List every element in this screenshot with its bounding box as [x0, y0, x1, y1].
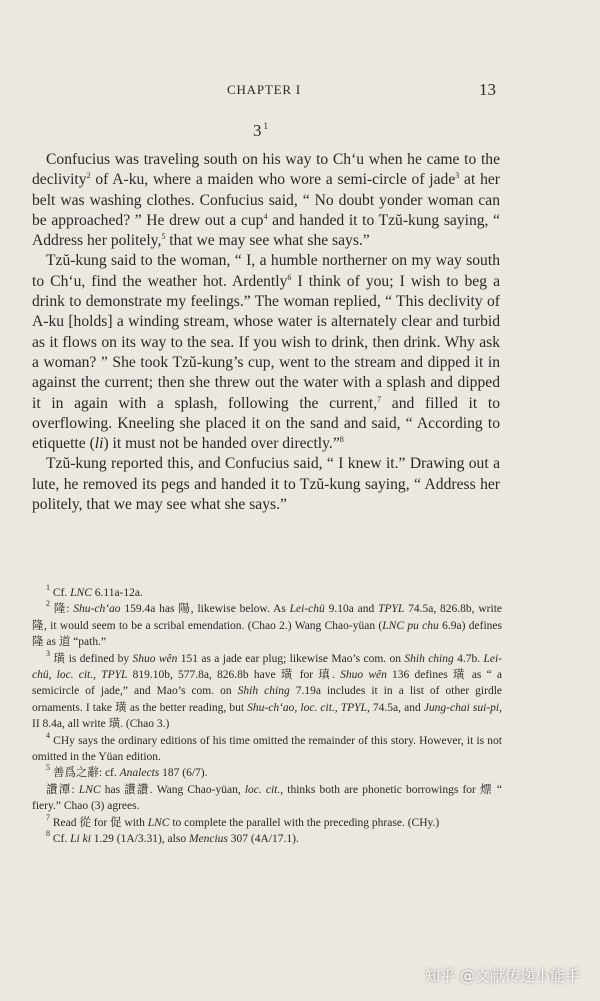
paragraph-2: [32, 251, 500, 454]
note-italic: Lei-chü, loc. cit., TPYL: [32, 652, 503, 682]
section-number: 3: [253, 121, 262, 140]
footnote-4: [32, 730, 502, 766]
text-segment: Confucius was traveling south on his way to Ch‘u when he came to the declivity: [32, 151, 500, 189]
note-italic: Jung-chai sui-pi,: [423, 701, 502, 714]
footnote-ref: 2: [86, 171, 91, 181]
footnote-8: [32, 831, 502, 847]
footnote-5-continued: [32, 782, 502, 815]
note-text: 187 (6/7).: [159, 767, 208, 780]
footnote-2: [32, 601, 502, 650]
note-text: 159.4a has 陽, likewise below. As: [120, 603, 290, 616]
footnote-ref: 4: [263, 211, 268, 221]
note-italic: TPYL: [378, 603, 405, 616]
note-text: 136 defines 璜 as “ a semicircle of jade,” and Mao’s com. on: [32, 669, 502, 698]
paragraph-1: [32, 150, 500, 251]
note-text: II 8.4a, all write 璜. (Chao 3.): [32, 718, 170, 731]
note-text: thinks both are phonetic borrowings for 熛 “ fiery.” Chao (3) agrees.: [32, 783, 502, 813]
note-italic: loc. cit.,: [244, 783, 284, 796]
text-segment: ) it must not be handed over directly.”: [103, 435, 340, 453]
note-text: 307 (4A/17.1).: [227, 833, 299, 846]
footnote-ref: 6: [287, 272, 292, 282]
note-italic: Analects: [119, 767, 160, 780]
footnotes: [32, 585, 502, 848]
footnote-number: 3: [46, 648, 50, 658]
note-text: 6.11a-12a.: [91, 587, 143, 599]
text-segment: I think of you; I wish to beg a drink to demonstrate my feelings.” The woman replied, “ This declivity of A-ku [holds] a winding stream, whose water is alternately clear and turbid as it flows on its way to the sea. If you wish to drink, then drink. Why ask a woman? ” She took Tzŭ-kung’s cup, went to the stream and dipped it in against the current; then she threw out the water with a splash and dipped it in again with a splash, following the current,: [32, 272, 500, 412]
footnote-ref: 5: [161, 232, 166, 242]
note-text: Read 從 for 促 with: [50, 816, 148, 829]
note-italic: Mencius: [188, 833, 228, 846]
note-italic: LNC: [78, 783, 101, 796]
note-text: 讚潭:: [46, 783, 79, 796]
footnote-number: 8: [46, 829, 50, 839]
text-segment: Tzŭ-kung said to the woman, “ I, a humble northerner on my way south to Ch‘u, find the weather hot. Ardently: [32, 252, 500, 290]
note-italic: Shih ching: [237, 685, 290, 698]
note-text: 7.19a includes it in a list of other girdle ornaments. I take 璜 as the better reading, but: [32, 685, 503, 714]
note-text: 74.5a, 826.8b, write 隆, it would seem to be a scribal emendation. (Chao 2.) Wang Chao-yüan (: [32, 603, 502, 632]
footnote-number: 4: [46, 730, 50, 740]
note-text: 6.9a) defines 隆 as 道 “path.”: [32, 619, 502, 649]
paragraph-3: [32, 454, 500, 515]
note-text: 璜 is defined by: [50, 652, 133, 665]
note-italic: Shu-ch‘ao: [73, 603, 121, 616]
footnote-ref: 8: [339, 435, 344, 445]
note-text: 1.29 (1A/3.31), also: [90, 833, 189, 846]
footnote-number: 1: [46, 583, 50, 592]
note-text: Cf.: [50, 587, 71, 599]
running-header: [0, 80, 600, 102]
section-note-ref: 1: [263, 121, 268, 131]
section-heading: [253, 121, 268, 141]
note-italic: Shuo wên: [340, 669, 387, 682]
footnote-number: 5: [46, 763, 50, 773]
note-italic: Shih ching: [404, 652, 454, 665]
main-text: [32, 150, 500, 515]
footnote-number: 2: [46, 599, 50, 609]
text-segment: and filled it to overflowing. Kneeling she placed it on the sand and said, “ According to etiquette (: [32, 394, 500, 453]
footnote-3: [32, 648, 503, 733]
text-segment: that we may see what she says.”: [165, 232, 370, 250]
note-text: 819.10b, 577.8a, 826.8b have 璜 for 瑱.: [127, 669, 341, 682]
text-segment: and handed it to Tzŭ-kung saying, “ Address her politely,: [32, 211, 500, 250]
footnote-1: [32, 585, 502, 601]
note-text: 74.5a, and: [369, 701, 424, 714]
note-text: 4.7b.: [453, 652, 484, 665]
note-text: to complete the parallel with the preceding phrase. (CHy.): [169, 816, 440, 829]
italic-term: li: [94, 435, 104, 453]
note-text: 151 as a jade ear plug; likewise Mao’s com. on: [177, 652, 405, 665]
note-italic: LNC pu chu: [382, 619, 439, 632]
footnote-ref: 3: [455, 171, 460, 181]
note-italic: Li ki: [70, 833, 91, 846]
note-text: 9.10a and: [324, 603, 379, 616]
note-text: Cf.: [50, 833, 71, 846]
note-italic: Shu-ch‘ao, loc. cit., TPYL,: [247, 701, 370, 714]
footnote-ref: 7: [377, 394, 382, 404]
note-italic: LNC: [147, 816, 170, 829]
note-italic: LNC: [70, 587, 92, 599]
note-italic: Shuo wên: [132, 652, 178, 665]
note-text: CHy says the ordinary editions of his time omitted the remainder of this story. However, it is not omitted in the Yüan edition.: [32, 734, 502, 764]
text-segment: of A-ku, where a maiden who wore a semi-circle of jade: [90, 171, 456, 189]
note-text: 善爲之辭: cf.: [50, 767, 120, 780]
text-segment: at her belt was washing clothes. Confucius said, “ No doubt yonder woman can be approached? ” He drew out a cup: [32, 171, 500, 229]
footnote-5: [32, 765, 502, 781]
chapter-title: CHAPTER I: [227, 82, 302, 97]
text-segment: Tzŭ-kung reported this, and Confucius said, “ I knew it.” Drawing out a lute, he removed its pegs and handed it to Tzŭ-kung saying, “ Address her politely, that we may see what she says.”: [32, 455, 500, 514]
footnote-7: [32, 812, 502, 831]
watermark-label: 知乎 @文献传递小能手: [425, 967, 580, 985]
note-italic: Lei-chü: [289, 603, 325, 616]
page-number: 13: [479, 80, 496, 99]
footnote-number: 7: [46, 812, 50, 822]
note-text: 隆:: [50, 603, 74, 616]
note-text: has 讚讚. Wang Chao-yüan,: [100, 783, 245, 796]
